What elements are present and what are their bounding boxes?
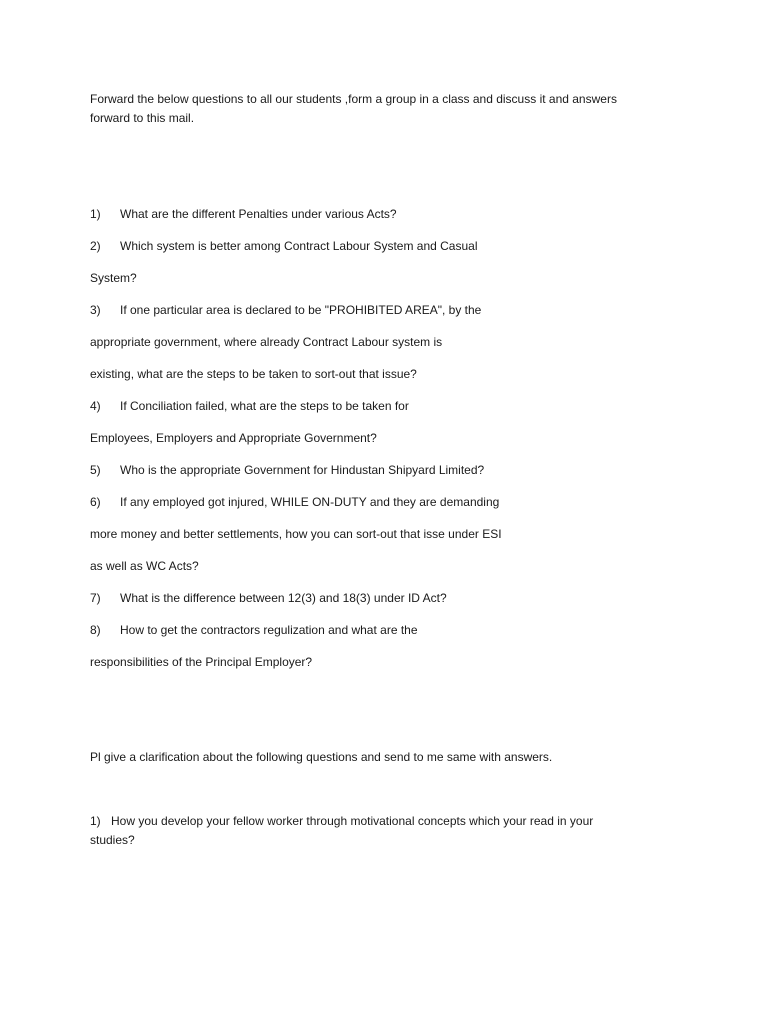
question-5 <box>90 462 484 478</box>
question-number: 8) <box>90 623 101 637</box>
question-text: What is the difference between 12(3) and 18(3) under ID Act? <box>120 591 447 605</box>
question-2-continuation: System? <box>90 271 137 285</box>
question-3-continuation: appropriate government, where already Contract Labour system is <box>90 335 443 349</box>
question-6 <box>90 494 499 510</box>
question-2 <box>90 238 478 254</box>
question-6-continuation: more money and better settlements, how you can sort-out that isse under ESI <box>90 527 502 541</box>
question-text: What are the different Penalties under various Acts? <box>120 207 397 221</box>
second-question-1-continuation: studies? <box>90 833 135 847</box>
question-4 <box>90 398 409 414</box>
question-number: 2) <box>90 239 101 253</box>
question-text: Which system is better among Contract Labour System and Casual <box>120 239 478 253</box>
question-text: If Conciliation failed, what are the steps to be taken for <box>120 399 409 413</box>
question-number: 6) <box>90 495 101 509</box>
question-text: How to get the contractors regulization and what are the <box>120 623 418 637</box>
question-number: 1) <box>90 207 101 221</box>
question-8 <box>90 622 418 638</box>
question-text: How you develop your fellow worker through motivational concepts which your read in your <box>111 814 594 828</box>
question-number: 1) <box>90 814 101 828</box>
question-number: 7) <box>90 591 101 605</box>
intro-line-1: Forward the below questions to all our students ,form a group in a class and discuss it and answers <box>90 92 617 106</box>
clarification-paragraph: Pl give a clarification about the following questions and send to me same with answers. <box>90 750 553 764</box>
question-7 <box>90 590 447 606</box>
question-number: 3) <box>90 303 101 317</box>
question-text: If any employed got injured, WHILE ON-DUTY and they are demanding <box>120 495 500 509</box>
question-4-continuation: Employees, Employers and Appropriate Government? <box>90 431 377 445</box>
question-number: 4) <box>90 399 101 413</box>
question-number: 5) <box>90 463 101 477</box>
question-text: If one particular area is declared to be "PROHIBITED AREA", by the <box>120 303 482 317</box>
question-3 <box>90 302 481 318</box>
second-question-1 <box>90 813 593 829</box>
question-1 <box>90 206 397 222</box>
intro-line-2: forward to this mail. <box>90 111 195 125</box>
question-3-continuation: existing, what are the steps to be taken to sort-out that issue? <box>90 367 417 381</box>
question-6-continuation: as well as WC Acts? <box>90 559 199 573</box>
question-text: Who is the appropriate Government for Hindustan Shipyard Limited? <box>120 463 485 477</box>
question-8-continuation: responsibilities of the Principal Employer? <box>90 655 313 669</box>
